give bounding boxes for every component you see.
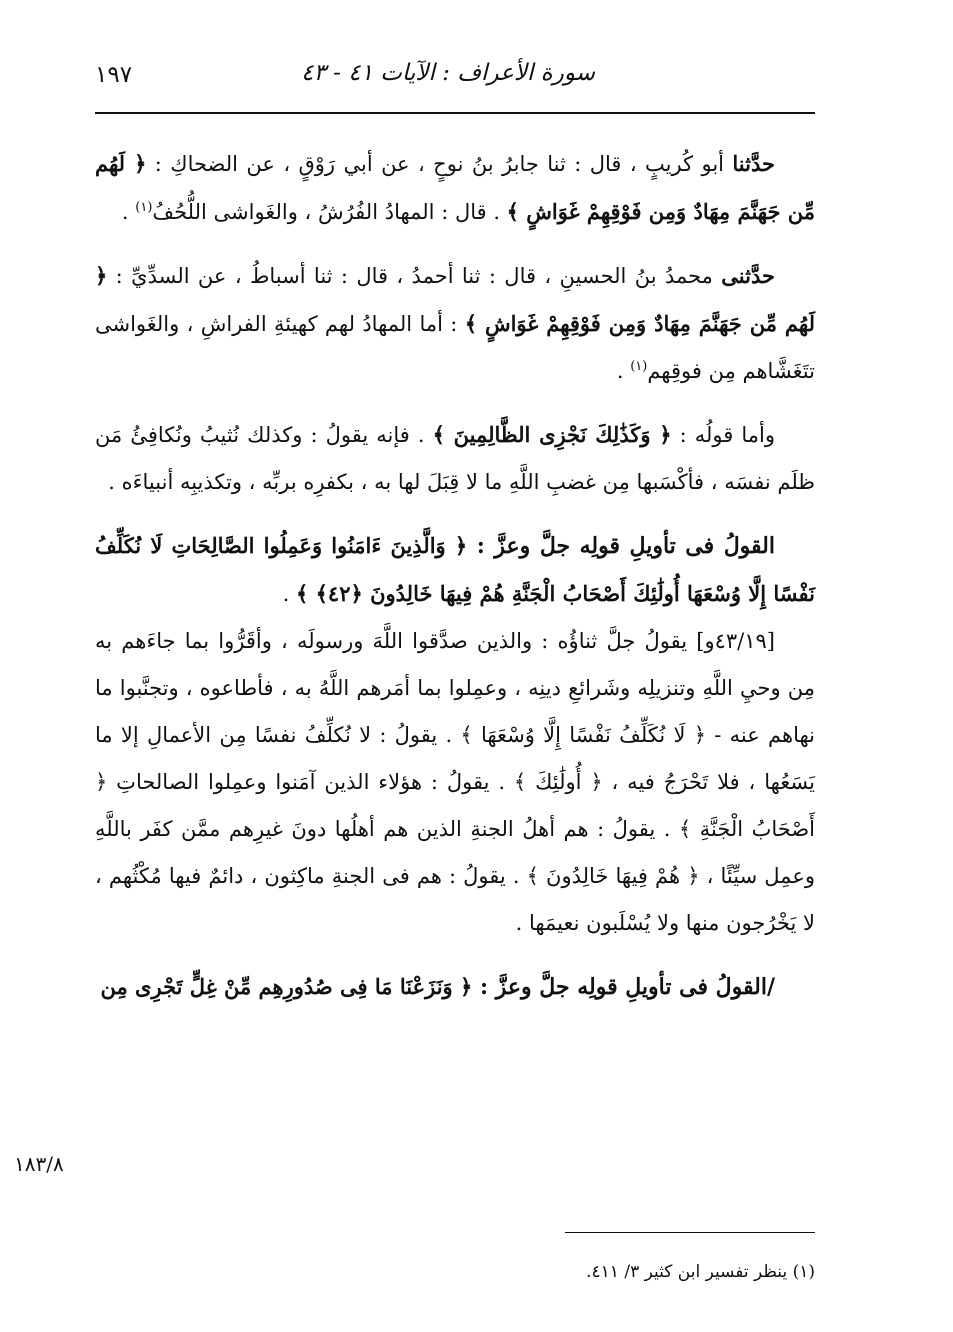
paragraph-tail: : أما المهادُ لهم كهيئةِ الفراشِ ، والغَواشى تتَغَشَّاهم مِن فوقِهم <box>95 312 815 383</box>
footnote: (١) ينظر تفسير ابن كثير ٣/ ٤١١. <box>586 1262 815 1282</box>
paragraph-text: محمدُ بنُ الحسينِ ، قال : ثنا أحمدُ ، قال : ثنا أسباطُ ، عن السدِّيِّ : <box>107 264 722 288</box>
paragraph-2 <box>95 252 815 395</box>
narration-lead: حدَّثنى <box>721 263 775 288</box>
margin-reference: ١٨٣/٨ <box>14 1152 64 1176</box>
quran-quote: ﴿ وَنَزَعْنَا مَا فِى صُدُورِهِم مِّنْ غِلٍّ تَجْرِى مِن <box>100 974 473 999</box>
quran-quote: ﴿ لَهُم مِّن جَهَنَّمَ مِهَادٌ وَمِن فَوْقِهِمْ غَوَاشٍ ﴾ <box>95 263 815 336</box>
paragraph-tail: . قال : المهادُ الفُرُشُ ، والغَواشى اللُّحُفُ <box>152 200 507 224</box>
footnote-rule <box>565 1232 815 1233</box>
header-rule <box>95 112 815 114</box>
commentary-text: يقولُ جلَّ ثناؤُه : والذين صدَّقوا اللَّهَ ورسولَه ، وأقَرُّوا بما جاءَهم به مِن وحيِ اللَّهِ وتنزيلِه وشَرائعِ دينِه ، وعمِلوا بما أمَرهم اللَّهُ به ، فأطاعوه ، وتجنَّبوا ما نهاهم عنه - ﴿ لَا نُكَلِّفُ نَفْسًا إِلَّا وُسْعَهَا ﴾ . يقولُ : لا نُكلِّفُ نفسًا مِن الأعمالِ إلا ما يَسَعُها ، فلا تَحْرَجُ فيه ، ﴿ أُولَٰئِكَ ﴾ . يقولُ : هؤلاء الذين آمَنوا وعمِلوا الصالحاتِ ﴿ أَصْحَابُ الْجَنَّةِ ﴾ . يقولُ : هم أهلُ الجنةِ الذين هم أهلُها دونَ غيرِهم ممَّن كفَر باللَّهِ وعمِل سيِّئًا ، ﴿ هُمْ فِيهَا خَالِدُونَ ﴾ . يقولُ : هم فى الجنةِ ماكِثون ، دائمٌ فيها مُكْثُهم ، لا يَخْرُجون منها ولا يُسْلَبون نعيمَها . <box>95 629 815 935</box>
page-number: ١٩٧ <box>95 62 133 88</box>
heading-text: القولُ فى تأويلِ قولِه جلَّ وعزَّ : <box>467 533 775 559</box>
section-heading-2 <box>95 963 815 1011</box>
heading-text: /القولُ فى تأويلِ قولِه جلَّ وعزَّ : <box>472 974 775 1000</box>
heading-end: . <box>282 582 296 606</box>
quran-quote: ﴿ وَكَذَٰلِكَ نَجْزِى الظَّالِمِينَ ﴾ <box>432 422 672 447</box>
surah-title: سورة الأعراف : الآيات ٤١ - ٤٣ <box>301 60 595 86</box>
narration-lead: حدَّثنا <box>732 151 775 176</box>
quran-quote: ﴿ لَهُم مِّن جَهَنَّمَ مِهَادٌ وَمِن فَوْقِهِمْ غَوَاشٍ ﴾ <box>95 151 815 224</box>
paragraph-text: أبو كُريبٍ ، قال : ثنا جابرُ بنُ نوحٍ ، عن أبي رَوْقٍ ، عن الضحاكِ : <box>146 152 733 176</box>
footnote-marker: (١) <box>630 359 648 374</box>
paragraph-tail: . فإنه يقولُ : وكذلك نُثيبُ ونُكافِئُ مَن ظلَم نفسَه ، فأكْسَبها مِن غضبِ اللَّهِ ما لا قِبَلَ لها به ، بكفرِه بربِّه ، وتكذيبِه أنبياءَه . <box>95 423 815 494</box>
paragraph-3 <box>95 411 815 506</box>
section-heading-1 <box>95 522 815 618</box>
commentary-paragraph <box>95 618 815 947</box>
paragraph-text: وأما قولُه : <box>671 423 775 447</box>
quran-quote: ﴿ وَالَّذِينَ ءَامَنُوا وَعَمِلُوا الصَّالِحَاتِ لَا نُكَلِّفُ نَفْسًا إِلَّا وُسْعَهَا أُولَٰئِكَ أَصْحَابُ الْجَنَّةِ هُمْ فِيهَا خَالِدُونَ ﴿٤٢﴾ ﴾ <box>95 533 815 606</box>
paragraph-end: . <box>616 359 631 383</box>
paragraph-end: . <box>121 200 136 224</box>
footnote-marker: (١) <box>135 200 153 215</box>
paragraph-1 <box>95 140 815 236</box>
text-body <box>95 140 815 1011</box>
manuscript-ref: [٤٣/١٩و] <box>696 629 775 653</box>
running-header <box>95 60 815 100</box>
